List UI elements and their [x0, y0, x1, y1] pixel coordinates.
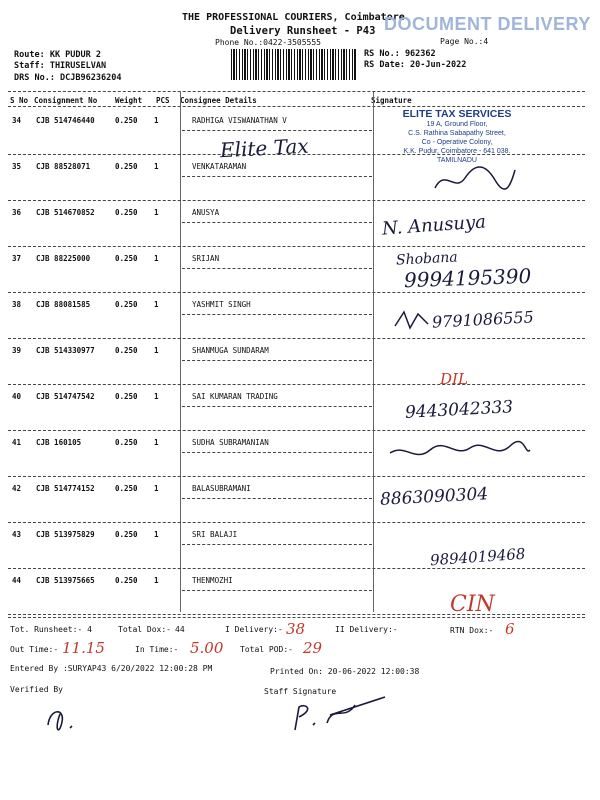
row-pcs: 1	[154, 208, 159, 217]
col-pcs: PCS	[156, 96, 170, 105]
row-consignee: THENMOZHI	[192, 576, 233, 585]
row-separator	[8, 430, 585, 431]
col-sno: S No	[10, 96, 29, 105]
row-consignee: YASHMIT SINGH	[192, 300, 251, 309]
row-consignee: ANUSYA	[192, 208, 220, 217]
in-time-label: In Time:-	[135, 645, 179, 654]
row-consignment: CJB 514330977	[36, 346, 95, 355]
row-weight: 0.250	[115, 392, 138, 401]
stamp-name: ELITE TAX SERVICES	[402, 108, 512, 120]
handwriting-cin: CIN	[450, 592, 495, 617]
row-consignee: SAI KUMARAN TRADING	[192, 392, 278, 401]
row-consignee: SRI BALAJI	[192, 530, 238, 539]
row-pcs: 1	[154, 254, 159, 263]
row-sno: 37	[12, 254, 22, 263]
handwriting-phone-37: 9994195390	[403, 263, 532, 293]
stamp-line5: TAMILNADU	[437, 157, 477, 164]
row-separator	[8, 568, 585, 569]
row-weight: 0.250	[115, 208, 138, 217]
stamp-line4: K.K. Pudur, Coimbatore - 641 038.	[403, 148, 511, 155]
out-time-value: 11.15	[62, 639, 105, 657]
rtn-dox-value: 6	[505, 620, 515, 638]
row-pcs: 1	[154, 438, 159, 447]
ii-delivery-label: II Delivery:-	[335, 625, 398, 634]
row-consignment: CJB 160105	[36, 438, 82, 447]
col-consignee: Consignee Details	[180, 96, 257, 105]
rs-date: RS Date: 20-Jun-2022	[364, 60, 467, 70]
handwriting-phone-40: 9443042333	[404, 397, 514, 423]
total-dox-label: Total Dox:-	[118, 625, 171, 634]
row-separator	[8, 246, 585, 247]
handwriting-phone-38: 9791086555	[431, 307, 535, 332]
verified-signature	[40, 700, 90, 740]
row-separator	[8, 614, 585, 615]
barcode	[231, 49, 357, 80]
consignee-underline	[182, 452, 372, 453]
row-sno: 41	[12, 438, 22, 447]
row-separator	[8, 476, 585, 477]
row-weight: 0.250	[115, 484, 138, 493]
entered-by: Entered By :SURYAP43 6/20/2022 12:00:28 PM	[10, 664, 213, 673]
staff-signature	[285, 695, 395, 740]
row-separator	[8, 384, 585, 385]
table-row	[0, 208, 600, 228]
row-weight: 0.250	[115, 300, 138, 309]
consignee-underline	[182, 176, 372, 177]
page-number: Page No.:4	[440, 37, 489, 46]
row-weight: 0.250	[115, 530, 138, 539]
row-consignment: CJB 88081585	[36, 300, 91, 309]
consignee-underline	[182, 544, 372, 545]
consignee-underline	[182, 130, 372, 131]
i-delivery-label: I Delivery:-	[225, 625, 283, 634]
stamp-line3: Co - Operative Colony,	[421, 139, 493, 146]
row-weight: 0.250	[115, 346, 138, 355]
total-pod-label: Total POD:-	[240, 645, 293, 654]
staff: Staff: THIRUSELVAN	[14, 61, 107, 71]
phone-number: Phone No.:0422-3505555	[215, 38, 321, 47]
row-weight: 0.250	[115, 116, 138, 125]
row-consignee: SHANMUGA SUNDARAM	[192, 346, 269, 355]
tot-runsheet: Tot. Runsheet:- 4	[10, 625, 92, 634]
row-consignee: VENKATARAMAN	[192, 162, 247, 171]
row-sno: 44	[12, 576, 22, 585]
row-pcs: 1	[154, 162, 159, 171]
row-consignment: CJB 514746440	[36, 116, 95, 125]
consignee-underline	[182, 268, 372, 269]
handwriting-anusuya: N. Anusuya	[381, 211, 487, 240]
in-time-value: 5.00	[190, 639, 224, 657]
row-separator	[8, 522, 585, 523]
row-pcs: 1	[154, 116, 159, 125]
row-pcs: 1	[154, 576, 159, 585]
handwriting-elite-tax: Elite Tax	[219, 133, 310, 163]
row-weight: 0.250	[115, 576, 138, 585]
row-consignment: CJB 88528071	[36, 162, 91, 171]
row-consignment: CJB 514670852	[36, 208, 95, 217]
row-consignment: CJB 514774152	[36, 484, 95, 493]
row-sno: 38	[12, 300, 22, 309]
row-sno: 40	[12, 392, 22, 401]
handwriting-phone-42: 8863090304	[379, 484, 489, 510]
row-consignee: SUDHA SUBRAMANIAN	[192, 438, 269, 447]
staff-signature-label: Staff Signature	[264, 687, 337, 696]
company-title: THE PROFESSIONAL COURIERS, Coimbatore	[182, 12, 405, 23]
signature-scribble-41	[385, 438, 535, 468]
elite-tax-stamp	[377, 108, 537, 165]
row-pcs: 1	[154, 392, 159, 401]
row-pcs: 1	[154, 484, 159, 493]
row-sno: 36	[12, 208, 22, 217]
signature-scribble-35	[430, 158, 520, 198]
row-consignee: SRIJAN	[192, 254, 220, 263]
header-top-rule	[8, 91, 585, 92]
table-row	[0, 576, 600, 596]
header-bottom-rule	[8, 106, 585, 107]
row-consignment: CJB 513975665	[36, 576, 95, 585]
consignee-underline	[182, 314, 372, 315]
document-delivery-stamp: DOCUMENT DELIVERY	[384, 14, 591, 34]
handwriting-shobana: Shobana	[395, 249, 459, 269]
row-sno: 43	[12, 530, 22, 539]
verified-by: Verified By	[10, 685, 63, 694]
row-separator	[8, 292, 585, 293]
printed-on: Printed On: 20-06-2022 12:00:38	[270, 667, 420, 676]
col-signature: Signature	[371, 96, 412, 105]
col-consignment: Consignment No	[34, 96, 98, 105]
footer-rule	[8, 617, 585, 618]
row-sno: 35	[12, 162, 22, 171]
handwriting-dil: DIL	[440, 370, 468, 388]
consignee-underline	[182, 498, 372, 499]
total-dox-value: 44	[175, 625, 185, 634]
row-weight: 0.250	[115, 162, 138, 171]
row-consignment: CJB 514747542	[36, 392, 95, 401]
row-pcs: 1	[154, 346, 159, 355]
consignee-underline	[182, 222, 372, 223]
runsheet-title: Delivery Runsheet - P43	[230, 25, 376, 37]
signature-scribble-38	[392, 306, 432, 336]
row-consignment: CJB 88225000	[36, 254, 91, 263]
row-separator	[8, 200, 585, 201]
row-weight: 0.250	[115, 438, 138, 447]
handwriting-phone-43: 9894019468	[429, 544, 526, 570]
consignee-underline	[182, 360, 372, 361]
row-sno: 39	[12, 346, 22, 355]
drs-number: DRS No.: DCJB96236204	[14, 73, 122, 83]
row-weight: 0.250	[115, 254, 138, 263]
rtn-dox-label: RTN Dox:-	[450, 626, 494, 635]
rs-number: RS No.: 962362	[364, 49, 436, 59]
out-time-label: Out Time:-	[10, 645, 59, 654]
row-consignee: RADHIGA VISWANATHAN V	[192, 116, 287, 125]
col-weight: Weight	[115, 96, 143, 105]
table-row	[0, 346, 600, 366]
route: Route: KK PUDUR 2	[14, 50, 101, 60]
row-pcs: 1	[154, 300, 159, 309]
row-pcs: 1	[154, 530, 159, 539]
table-row	[0, 484, 600, 504]
row-consignee: BALASUBRAMANI	[192, 484, 251, 493]
row-sno: 34	[12, 116, 22, 125]
row-consignment: CJB 513975829	[36, 530, 95, 539]
stamp-line1: 19 A, Ground Floor,	[426, 121, 488, 128]
total-pod-value: 29	[303, 639, 323, 657]
row-separator	[8, 338, 585, 339]
consignee-underline	[182, 590, 372, 591]
consignee-underline	[182, 406, 372, 407]
i-delivery-value: 38	[286, 620, 306, 638]
row-sno: 42	[12, 484, 22, 493]
stamp-line2: C.S. Rathina Sabapathy Street,	[408, 130, 506, 137]
